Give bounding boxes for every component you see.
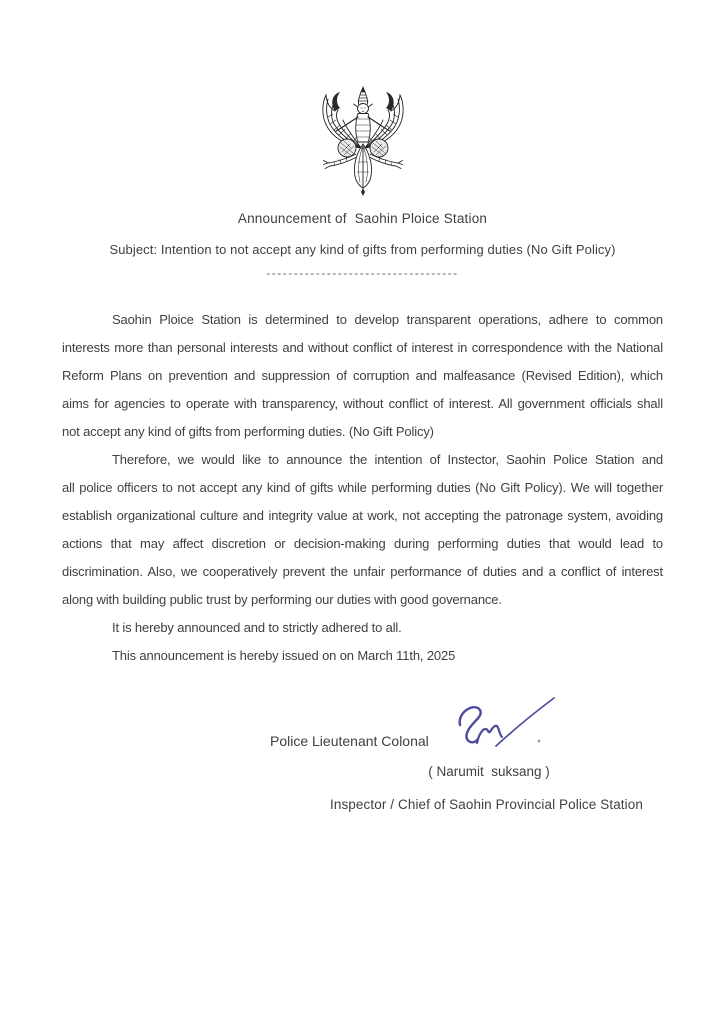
paragraph2-line: all police officers to not accept any kind of gifts while performing duties (No Gift Policy). We will together [62, 480, 663, 495]
paragraph1-line: aims for agencies to operate with transparency, without conflict of interest. All government officials shall [62, 396, 663, 411]
paragraph2-line: along with building public trust by performing our duties with good governance. [62, 592, 502, 607]
separator-line: ----------------------------------- [266, 266, 459, 280]
paragraph1-line: interests more than personal interests and without conflict of interest in correspondence with the National [62, 340, 663, 355]
document-body [62, 306, 663, 670]
signature-image [446, 690, 564, 762]
closing-line-2: This announcement is hereby issued on on March 11th, 2025 [112, 648, 456, 663]
paragraph1-line: not accept any kind of gifts from performing duties. (No Gift Policy) [62, 424, 434, 439]
paragraph2-line: discrimination. Also, we cooperatively prevent the unfair performance of duties and a conflict of interest [62, 564, 663, 579]
subject-line: Subject: Intention to not accept any kind of gifts from performing duties (No Gift Policy) [109, 242, 616, 257]
signer-position: Inspector / Chief of Saohin Provincial Police Station [330, 797, 643, 812]
signer-rank: Police Lieutenant Colonal [270, 733, 429, 749]
paragraph2-line: establish organizational culture and integrity value at work, not accepting the patronage system, avoiding [62, 508, 663, 523]
paragraph2-line: Therefore, we would like to announce the intention of Instector, Saohin Police Station and [112, 452, 663, 467]
paragraph1-line: Reform Plans on prevention and suppression of corruption and malfeasance (Revised Edition), which [62, 368, 663, 383]
signer-name: ( Narumit suksang ) [428, 764, 550, 779]
paragraph2-line: actions that may affect discretion or decision-making during performing duties that would lead to [62, 536, 663, 551]
closing-line-1: It is hereby announced and to strictly adhered to all. [112, 620, 402, 635]
paragraph1-line: Saohin Ploice Station is determined to develop transparent operations, adhere to common [112, 312, 663, 327]
document-title: Announcement of Saohin Ploice Station [237, 211, 488, 226]
garuda-emblem-icon [316, 84, 410, 200]
